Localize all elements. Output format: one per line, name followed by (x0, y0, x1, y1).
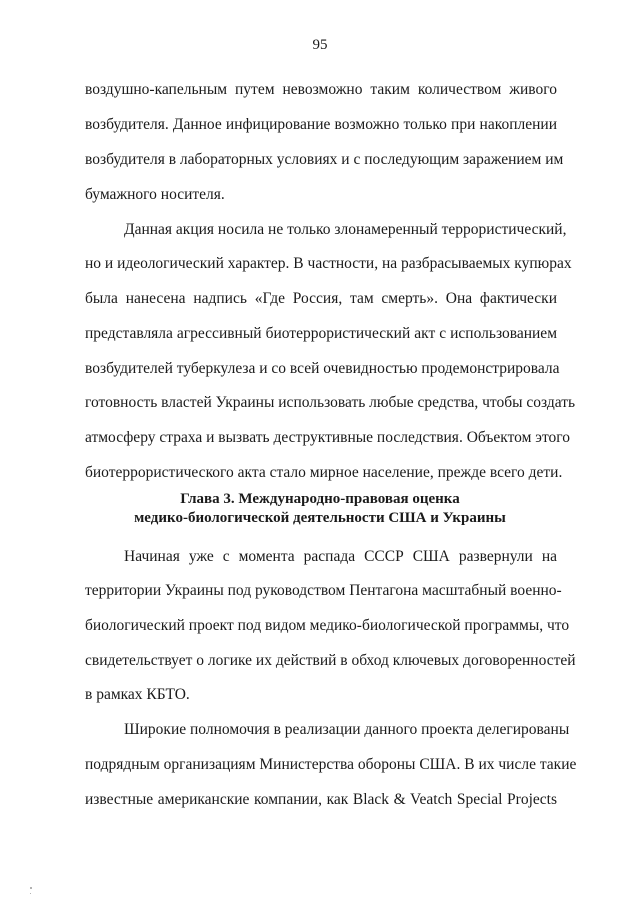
text-line: Широкие полномочия в реализации данного проекта делегированы (124, 721, 570, 738)
text-line: была нанесена надпись «Где Россия, там смерть». Она фактически (85, 290, 557, 307)
text-line: известные американские компании, как Black & Veatch Special Projects (85, 791, 557, 808)
page-number: 95 (312, 37, 328, 53)
scan-speck (30, 887, 32, 889)
text-line: готовность властей Украины использовать любые средства, чтобы создать (85, 394, 576, 411)
text-line: атмосферу страха и вызвать деструктивные последствия. Объектом этого (85, 429, 571, 446)
text-line: биологический проект под видом медико-биологической программы, что (85, 617, 570, 634)
text-line: воздушно-капельным путем невозможно таким количеством живого (85, 81, 557, 98)
text-line: в рамках КБТО. (85, 686, 190, 703)
chapter-heading-line-2: медико-биологической деятельности США и Украины (134, 510, 506, 526)
text-line: территории Украины под руководством Пентагона масштабный военно- (85, 582, 562, 599)
chapter-heading-line-1: Глава 3. Международно-правовая оценка (180, 491, 460, 507)
text-line: биотеррористического акта стало мирное население, прежде всего дети. (85, 464, 563, 481)
text-line: подрядным организациям Министерства обороны США. В их числе такие (85, 756, 577, 773)
text-line: представляла агрессивный биотеррористический акт с использованием (85, 325, 557, 342)
text-line: Данная акция носила не только злонамеренный террористический, (124, 221, 567, 238)
text-line: возбудителя в лабораторных условиях и с последующим заражением им (85, 151, 564, 168)
text-line: возбудителей туберкулеза и со всей очевидностью продемонстрировала (85, 360, 560, 377)
text-line: возбудителя. Данное инфицирование возможно только при накоплении (85, 116, 557, 133)
text-line: свидетельствует о логике их действий в обход ключевых договоренностей (85, 652, 576, 669)
text-line: Начиная уже с момента распада СССР США развернули на (124, 548, 557, 565)
text-line: бумажного носителя. (85, 186, 225, 203)
text-line: но и идеологический характер. В частности, на разбрасываемых купюрах (85, 255, 572, 272)
scan-speck (30, 893, 31, 894)
